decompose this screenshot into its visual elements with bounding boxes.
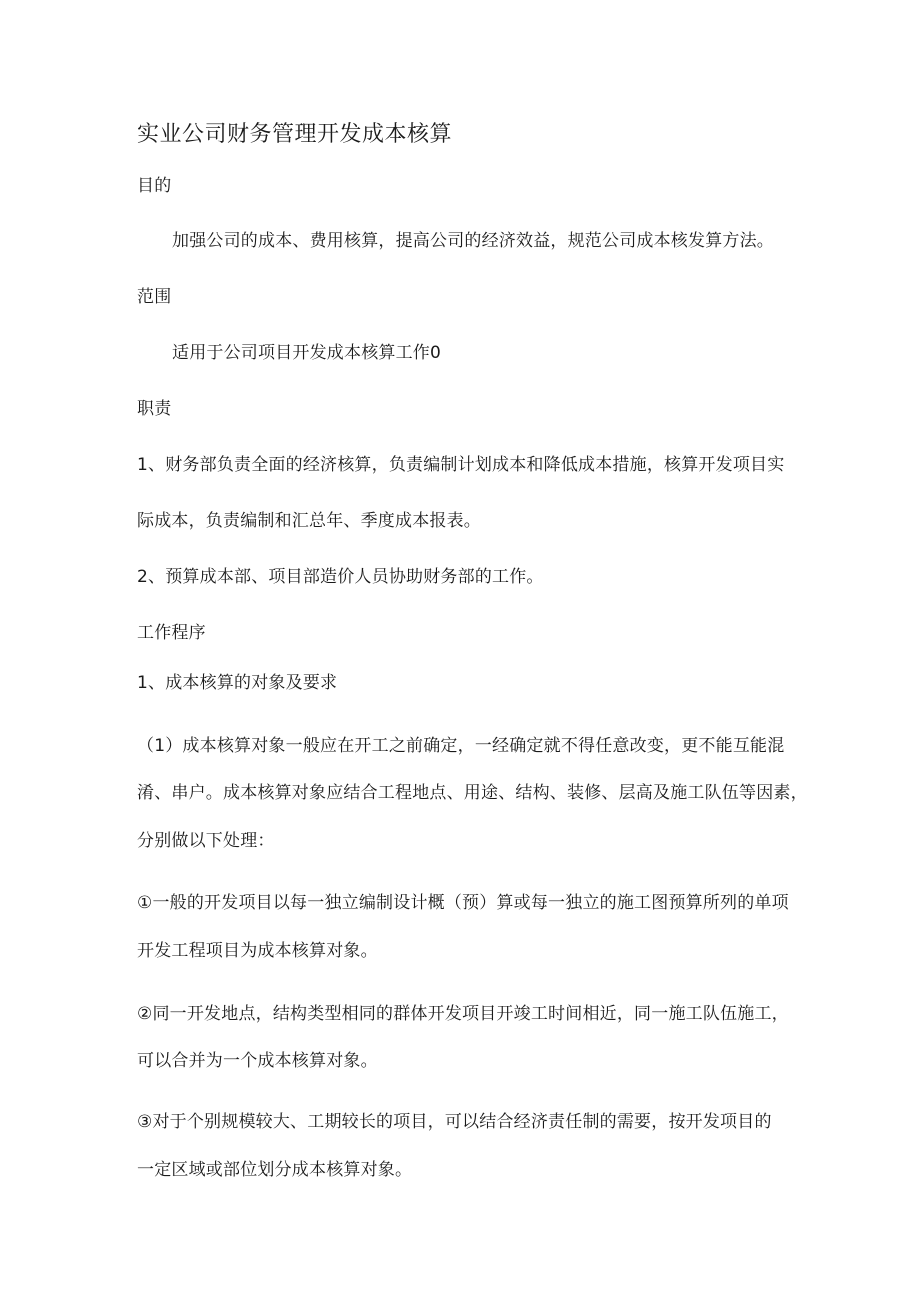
scope-text: 适用于公司项目开发成本核算工作0 — [172, 343, 442, 363]
procedure-heading: 工作程序 — [137, 623, 206, 643]
procedure-paragraph-1-line-3: 分别做以下处理： — [137, 831, 275, 851]
procedure-case-2-line-2: 可以合并为一个成本核算对象。 — [137, 1051, 378, 1071]
duties-heading: 职责 — [137, 399, 172, 419]
document-title: 实业公司财务管理开发成本核算 — [137, 122, 453, 147]
procedure-case-1-line-1: ①一般的开发项目以每一独立编制设计概（预）算或每一独立的施工图预算所列的单项 — [137, 893, 789, 913]
procedure-case-3-line-1: ③对于个别规模较大、工期较长的项目，可以结合经济责任制的需要，按开发项目的 — [137, 1112, 772, 1132]
scope-heading: 范围 — [137, 287, 172, 307]
procedure-subheading-1: 1、成本核算的对象及要求 — [137, 673, 338, 693]
procedure-case-3-line-2: 一定区域或部位划分成本核算对象。 — [137, 1160, 413, 1180]
duties-item-1-line-1: 1、财务部负责全面的经济核算，负责编制计划成本和降低成本措施，核算开发项目实 — [137, 455, 785, 475]
duties-item-1-line-2: 际成本，负责编制和汇总年、季度成本报表。 — [137, 511, 481, 531]
duties-item-2: 2、预算成本部、项目部造价人员协助财务部的工作。 — [137, 567, 544, 587]
procedure-paragraph-1-line-2: 淆、串户。成本核算对象应结合工程地点、用途、结构、装修、层高及施工队伍等因素， — [137, 783, 808, 803]
procedure-case-1-line-2: 开发工程项目为成本核算对象。 — [137, 941, 378, 961]
procedure-case-2-line-1: ②同一开发地点，结构类型相同的群体开发项目开竣工时间相近，同一施工队伍施工， — [137, 1004, 789, 1024]
purpose-heading: 目的 — [137, 176, 172, 196]
procedure-paragraph-1-line-1: （1）成本核算对象一般应在开工之前确定，一经确定就不得任意改变，更不能互能混 — [137, 736, 785, 756]
purpose-text: 加强公司的成本、费用核算，提高公司的经济效益，规范公司成本核发算方法。 — [172, 231, 774, 251]
